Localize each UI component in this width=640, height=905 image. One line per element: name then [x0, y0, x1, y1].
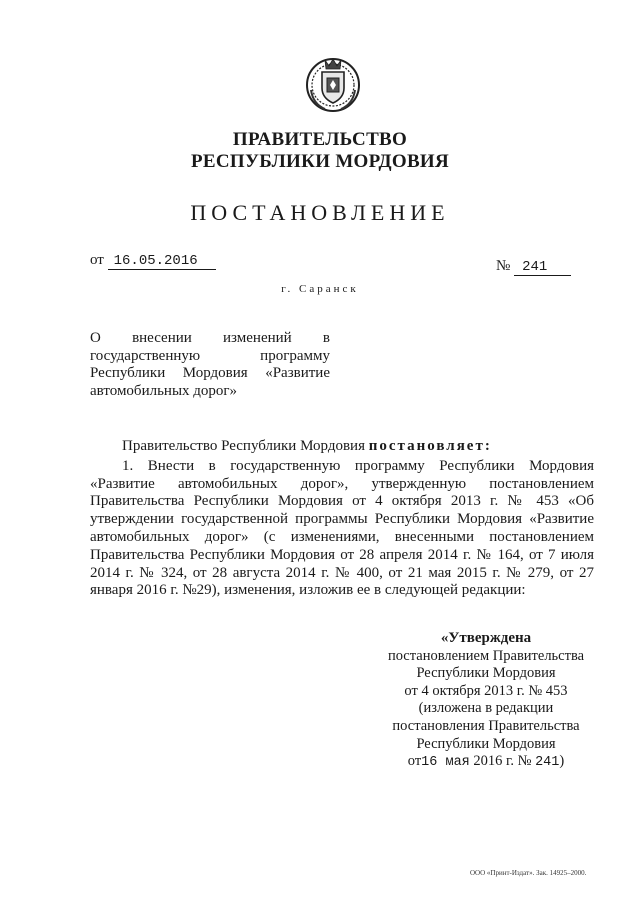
document-body: [90, 438, 594, 600]
government-title-line2: РЕСПУБЛИКИ МОРДОВИЯ: [190, 151, 450, 172]
date-value: 16.05.2016: [108, 253, 216, 270]
coat-of-arms-icon: [303, 54, 363, 114]
paragraph-1: 1. Внести в государственную программу Республики Мордовия «Развитие автомобильных дорог», утвержденную постановлением Правительства Республики Мордовия от 4 октября 2013 г. № 453 «Об утверждении государственной программы Республики Мордовия «Развитие автомобильных дорог» (с изменениями, внесенными постановлением Правительства Республики Мордовия от 28 апреля 2014 г. № 164, от 7 июля 2014 г. № 324, от 28 августа 2014 г. № 400, от 21 мая 2015 г. № 279, от 27 января 2016 г. №29), изменения, изложив ее в следующей редакции:: [90, 457, 594, 599]
approval-date-suffix: ): [559, 753, 565, 770]
city-label: г. Саранск: [281, 283, 359, 295]
date-line: [90, 252, 216, 269]
number-line: [496, 258, 571, 275]
number-prefix: №: [496, 258, 511, 274]
approval-line-1: «Утверждена: [440, 630, 532, 646]
approval-line-2: постановлением Правительства: [387, 647, 585, 664]
approval-stamp: [380, 630, 592, 772]
approval-date-number: 241: [535, 755, 560, 771]
intro-paragraph: [90, 438, 594, 456]
approval-line-4: от 4 октября 2013 г. № 453: [404, 682, 568, 699]
approval-line-5: (изложена в редакции: [418, 700, 554, 717]
document-type-title: ПОСТАНОВЛЕНИЕ: [190, 200, 450, 225]
intro-decree-word: постановляет:: [368, 438, 492, 454]
subject-heading: О внесении изменений в государственную программу Республики Мордовия «Развитие автомобильных дорог»: [90, 330, 330, 399]
number-value: 241: [514, 259, 571, 276]
approval-line-3: Республики Мордовия: [416, 665, 556, 682]
approval-date-prefix: от: [407, 753, 422, 770]
printer-footer: ООО «Принт-Издат». Зак. 14925–2000.: [470, 869, 587, 877]
approval-date-day: 16 мая: [421, 755, 470, 771]
approval-line-8: [380, 753, 592, 772]
approval-line-6: постановления Правительства: [392, 717, 580, 734]
intro-text: Правительство Республики Мордовия: [122, 438, 365, 454]
approval-date-mid: 2016 г. №: [473, 753, 532, 770]
approval-line-7: Республики Мордовия: [416, 735, 556, 752]
date-prefix: от: [90, 252, 104, 268]
government-title-line1: ПРАВИТЕЛЬСТВО: [232, 129, 408, 150]
